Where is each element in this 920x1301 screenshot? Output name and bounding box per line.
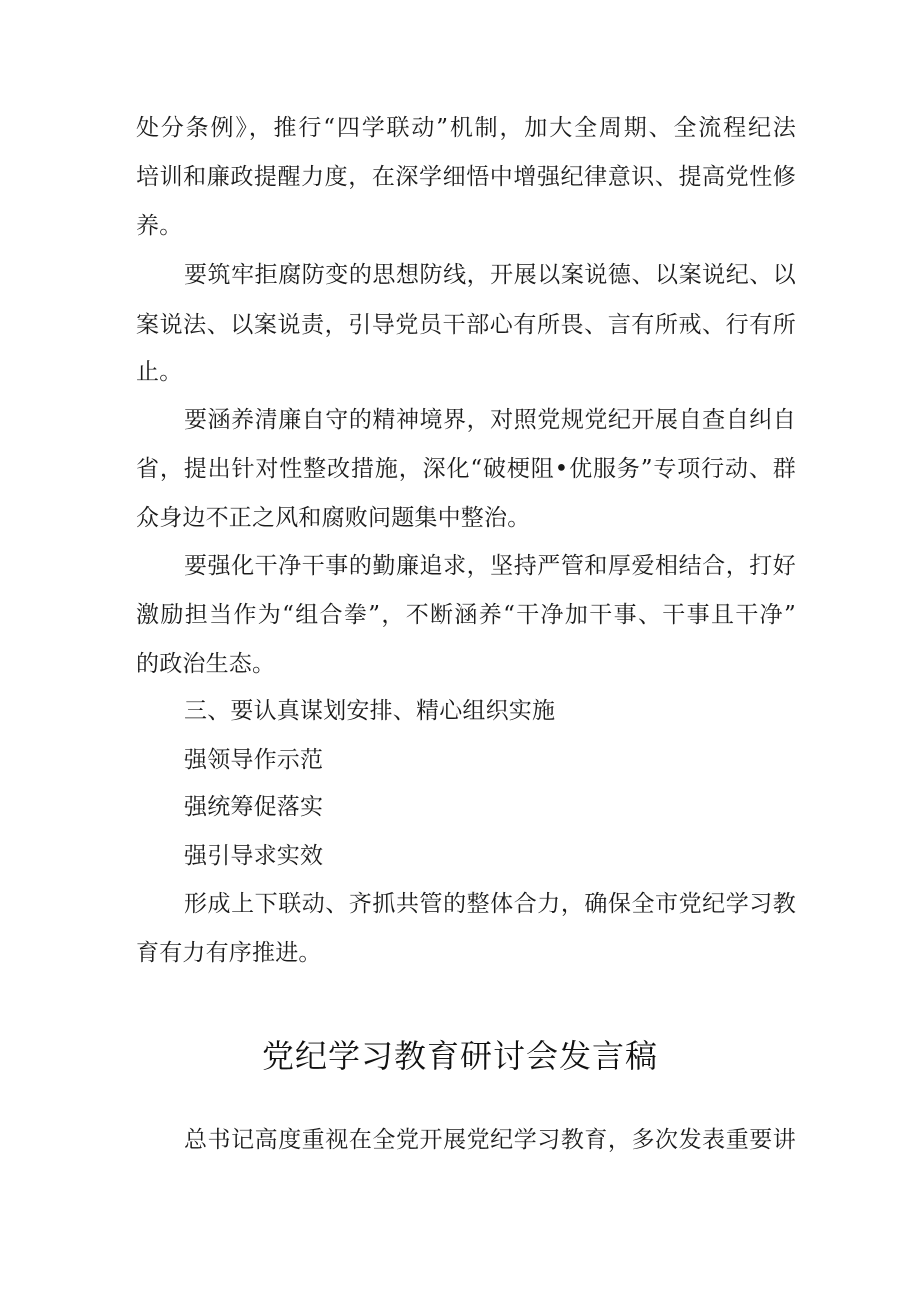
body-text-line: 止。: [136, 359, 183, 385]
paragraph-first-line: 要涵养清廉自守的精神境界，对照党规党纪开展自查自纠自: [184, 407, 796, 433]
body-text-line: 养。: [136, 213, 183, 239]
body-text-line: 众身边不正之风和腐败问题集中整治。: [136, 505, 531, 531]
body-text-line: 育有力有序推进。: [136, 940, 322, 966]
subheading: 强统筹促落实: [184, 794, 324, 820]
paragraph-first-line: 要筑牢拒腐防变的思想防线，开展以案说德、以案说纪、以: [184, 262, 796, 288]
body-text-line: 培训和廉政提醒力度，在深学细悟中增强纪律意识、提高党性修: [136, 164, 796, 190]
paragraph-first-line: 要强化干净干事的勤廉追求，坚持严管和厚爱相结合，打好: [184, 553, 796, 579]
body-text-line: 省，提出针对性整改措施，深化“破梗阻•优服务”专项行动、群: [136, 456, 796, 482]
paragraph-first-line: 形成上下联动、齐抓共管的整体合力，确保全市党纪学习教: [184, 891, 796, 917]
subheading: 强领导作示范: [184, 747, 324, 773]
subheading: 强引导求实效: [184, 843, 324, 869]
body-text-line: 案说法、以案说责，引导党员干部心有所畏、言有所戒、行有所: [136, 312, 796, 338]
document-title: 党纪学习教育研讨会发言稿: [261, 1037, 658, 1075]
body-text-line: 激励担当作为“组合拳”，不断涵养“干净加干事、干事且干净”: [136, 602, 796, 628]
section-heading: 三、要认真谋划安排、精心组织实施: [184, 698, 556, 724]
body-text-line: 处分条例》，推行“四学联动”机制，加大全周期、全流程纪法: [136, 115, 796, 141]
paragraph-first-line: 总书记高度重视在全党开展党纪学习教育，多次发表重要讲: [184, 1127, 796, 1153]
body-text-line: 的政治生态。: [136, 651, 276, 677]
